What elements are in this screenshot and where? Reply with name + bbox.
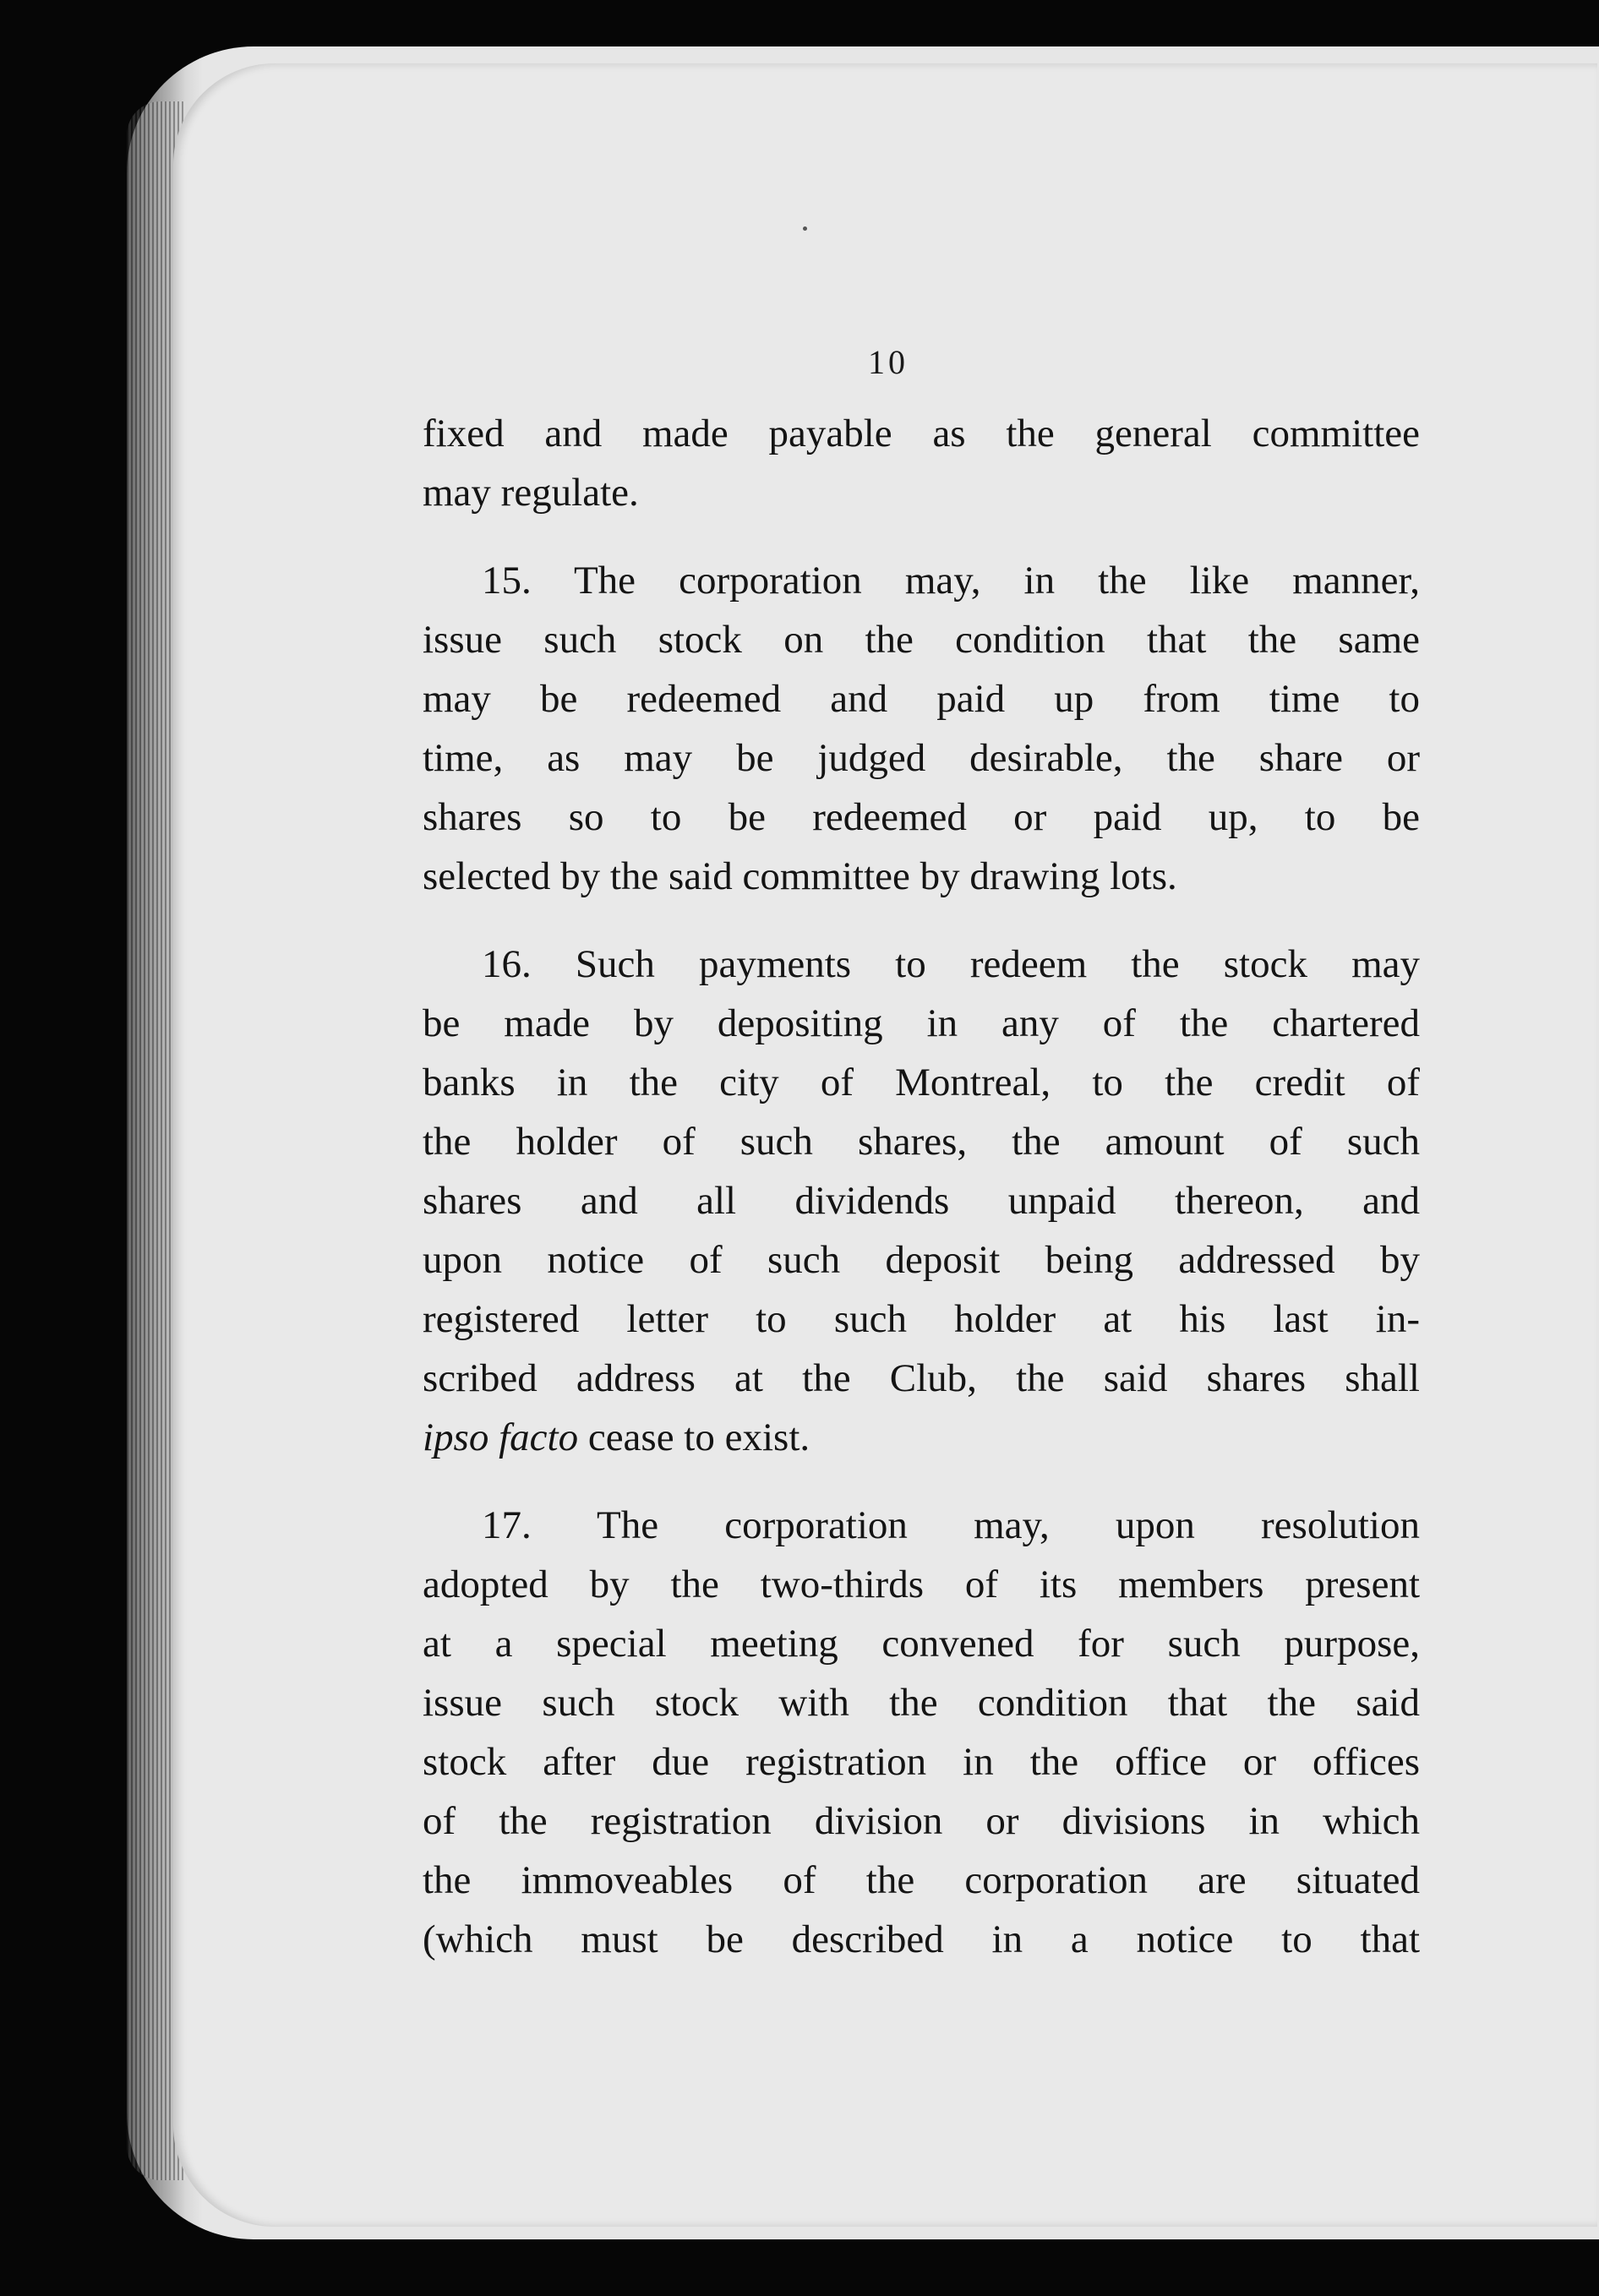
text-line: scribed address at the Club, the said shares shall xyxy=(423,1356,1420,1400)
text-line: may be redeemed and paid up from time to xyxy=(423,677,1420,721)
page-body xyxy=(423,404,1420,1998)
text-line: time, as may be judged desirable, the share or xyxy=(423,736,1420,780)
text-fragment: cease to exist. xyxy=(578,1415,810,1459)
text-line: upon notice of such deposit being addressed by xyxy=(423,1238,1420,1282)
text-line: 17. The corporation may, upon resolution xyxy=(482,1503,1420,1547)
text-line: shares so to be redeemed or paid up, to be xyxy=(423,795,1420,839)
paragraph-section-15 xyxy=(423,551,1420,906)
text-line-last xyxy=(423,1408,1420,1467)
text-line: issue such stock on the condition that the same xyxy=(423,618,1420,662)
text-line: issue such stock with the condition that the said xyxy=(423,1681,1420,1725)
paragraph-section-16 xyxy=(423,935,1420,1467)
text-line: the immoveables of the corporation are situated xyxy=(423,1858,1420,1902)
text-line: at a special meeting convened for such purpose, xyxy=(423,1622,1420,1666)
text-line: registered letter to such holder at his last in- xyxy=(423,1297,1420,1341)
text-line: banks in the city of Montreal, to the credit of xyxy=(423,1061,1420,1104)
text-line: stock after due registration in the office or offices xyxy=(423,1740,1420,1784)
speck-mark xyxy=(803,226,807,231)
text-line: fixed and made payable as the general committee xyxy=(423,412,1420,455)
text-line: the holder of such shares, the amount of such xyxy=(423,1120,1420,1164)
italic-phrase: ipso facto xyxy=(423,1415,579,1459)
paragraph-section-17 xyxy=(423,1496,1420,1969)
text-line: 16. Such payments to redeem the stock may xyxy=(482,942,1420,986)
text-line: of the registration division or divisions in which xyxy=(423,1799,1420,1843)
text-line: may regulate. xyxy=(423,471,639,515)
text-line: shares and all dividends unpaid thereon, and xyxy=(423,1179,1420,1223)
text-line: selected by the said committee by drawing lots. xyxy=(423,854,1177,898)
text-line: (which must be described in a notice to that xyxy=(423,1917,1420,1961)
text-line: adopted by the two-thirds of its members present xyxy=(423,1562,1420,1606)
text-line: be made by depositing in any of the chartered xyxy=(423,1001,1420,1045)
paragraph-continuation xyxy=(423,404,1420,522)
text-line: 15. The corporation may, in the like manner, xyxy=(482,559,1420,603)
page-number: 10 xyxy=(868,343,909,381)
